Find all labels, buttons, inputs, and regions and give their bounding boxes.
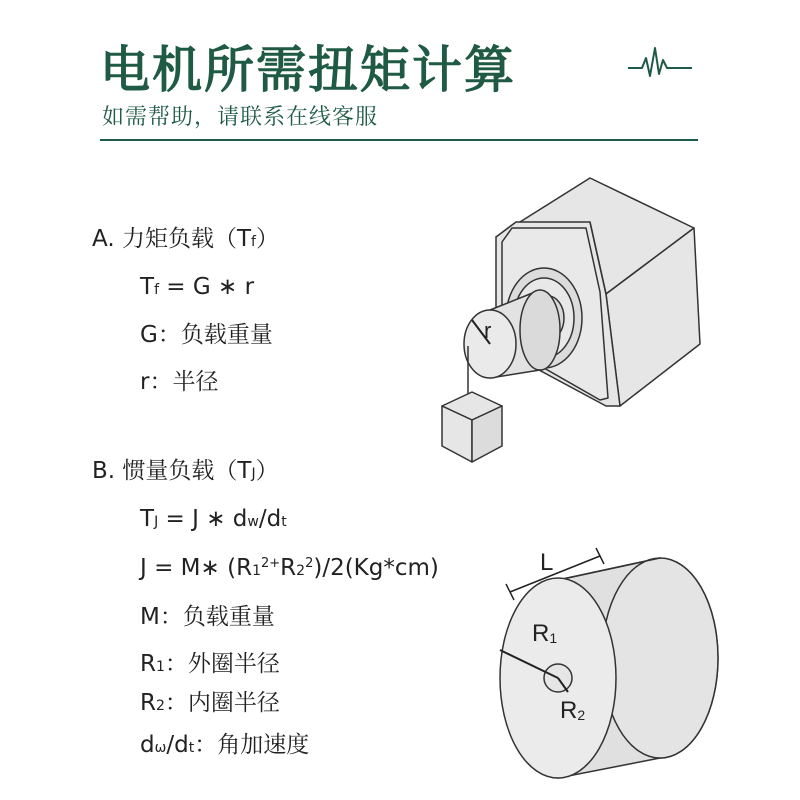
torque-formula: Tf = G ∗ r <box>140 274 255 300</box>
definition-r: r：半径 <box>140 369 219 395</box>
definition-g: G：负载重量 <box>140 322 273 348</box>
page-subtitle: 如需帮助，请联系在线客服 <box>102 105 379 130</box>
definition-r2: R2：内圈半径 <box>140 690 280 716</box>
inertia-torque-formula: TJ = J ∗ dw/dt <box>140 506 287 532</box>
definition-r1: R1：外圈半径 <box>140 651 280 677</box>
outer-radius-label: R1 <box>532 620 558 647</box>
inertia-formula: J = M∗ $(R1^{2+}R2^2)/2(Kg*cm)$ <box>140 555 439 581</box>
definition-m: M：负载重量 <box>140 604 275 630</box>
section-b-heading: B. 惯量负载（TJ） <box>92 458 279 484</box>
section-a-heading: A. 力矩负载（Tf） <box>92 226 279 252</box>
inner-radius-label: R2 <box>560 697 586 724</box>
definition-angular-acceleration: dω/dt：角加速度 <box>140 732 310 758</box>
page-title: 电机所需扭矩计算 <box>100 41 516 99</box>
length-label: L <box>540 549 554 576</box>
radius-label: r <box>484 318 492 343</box>
